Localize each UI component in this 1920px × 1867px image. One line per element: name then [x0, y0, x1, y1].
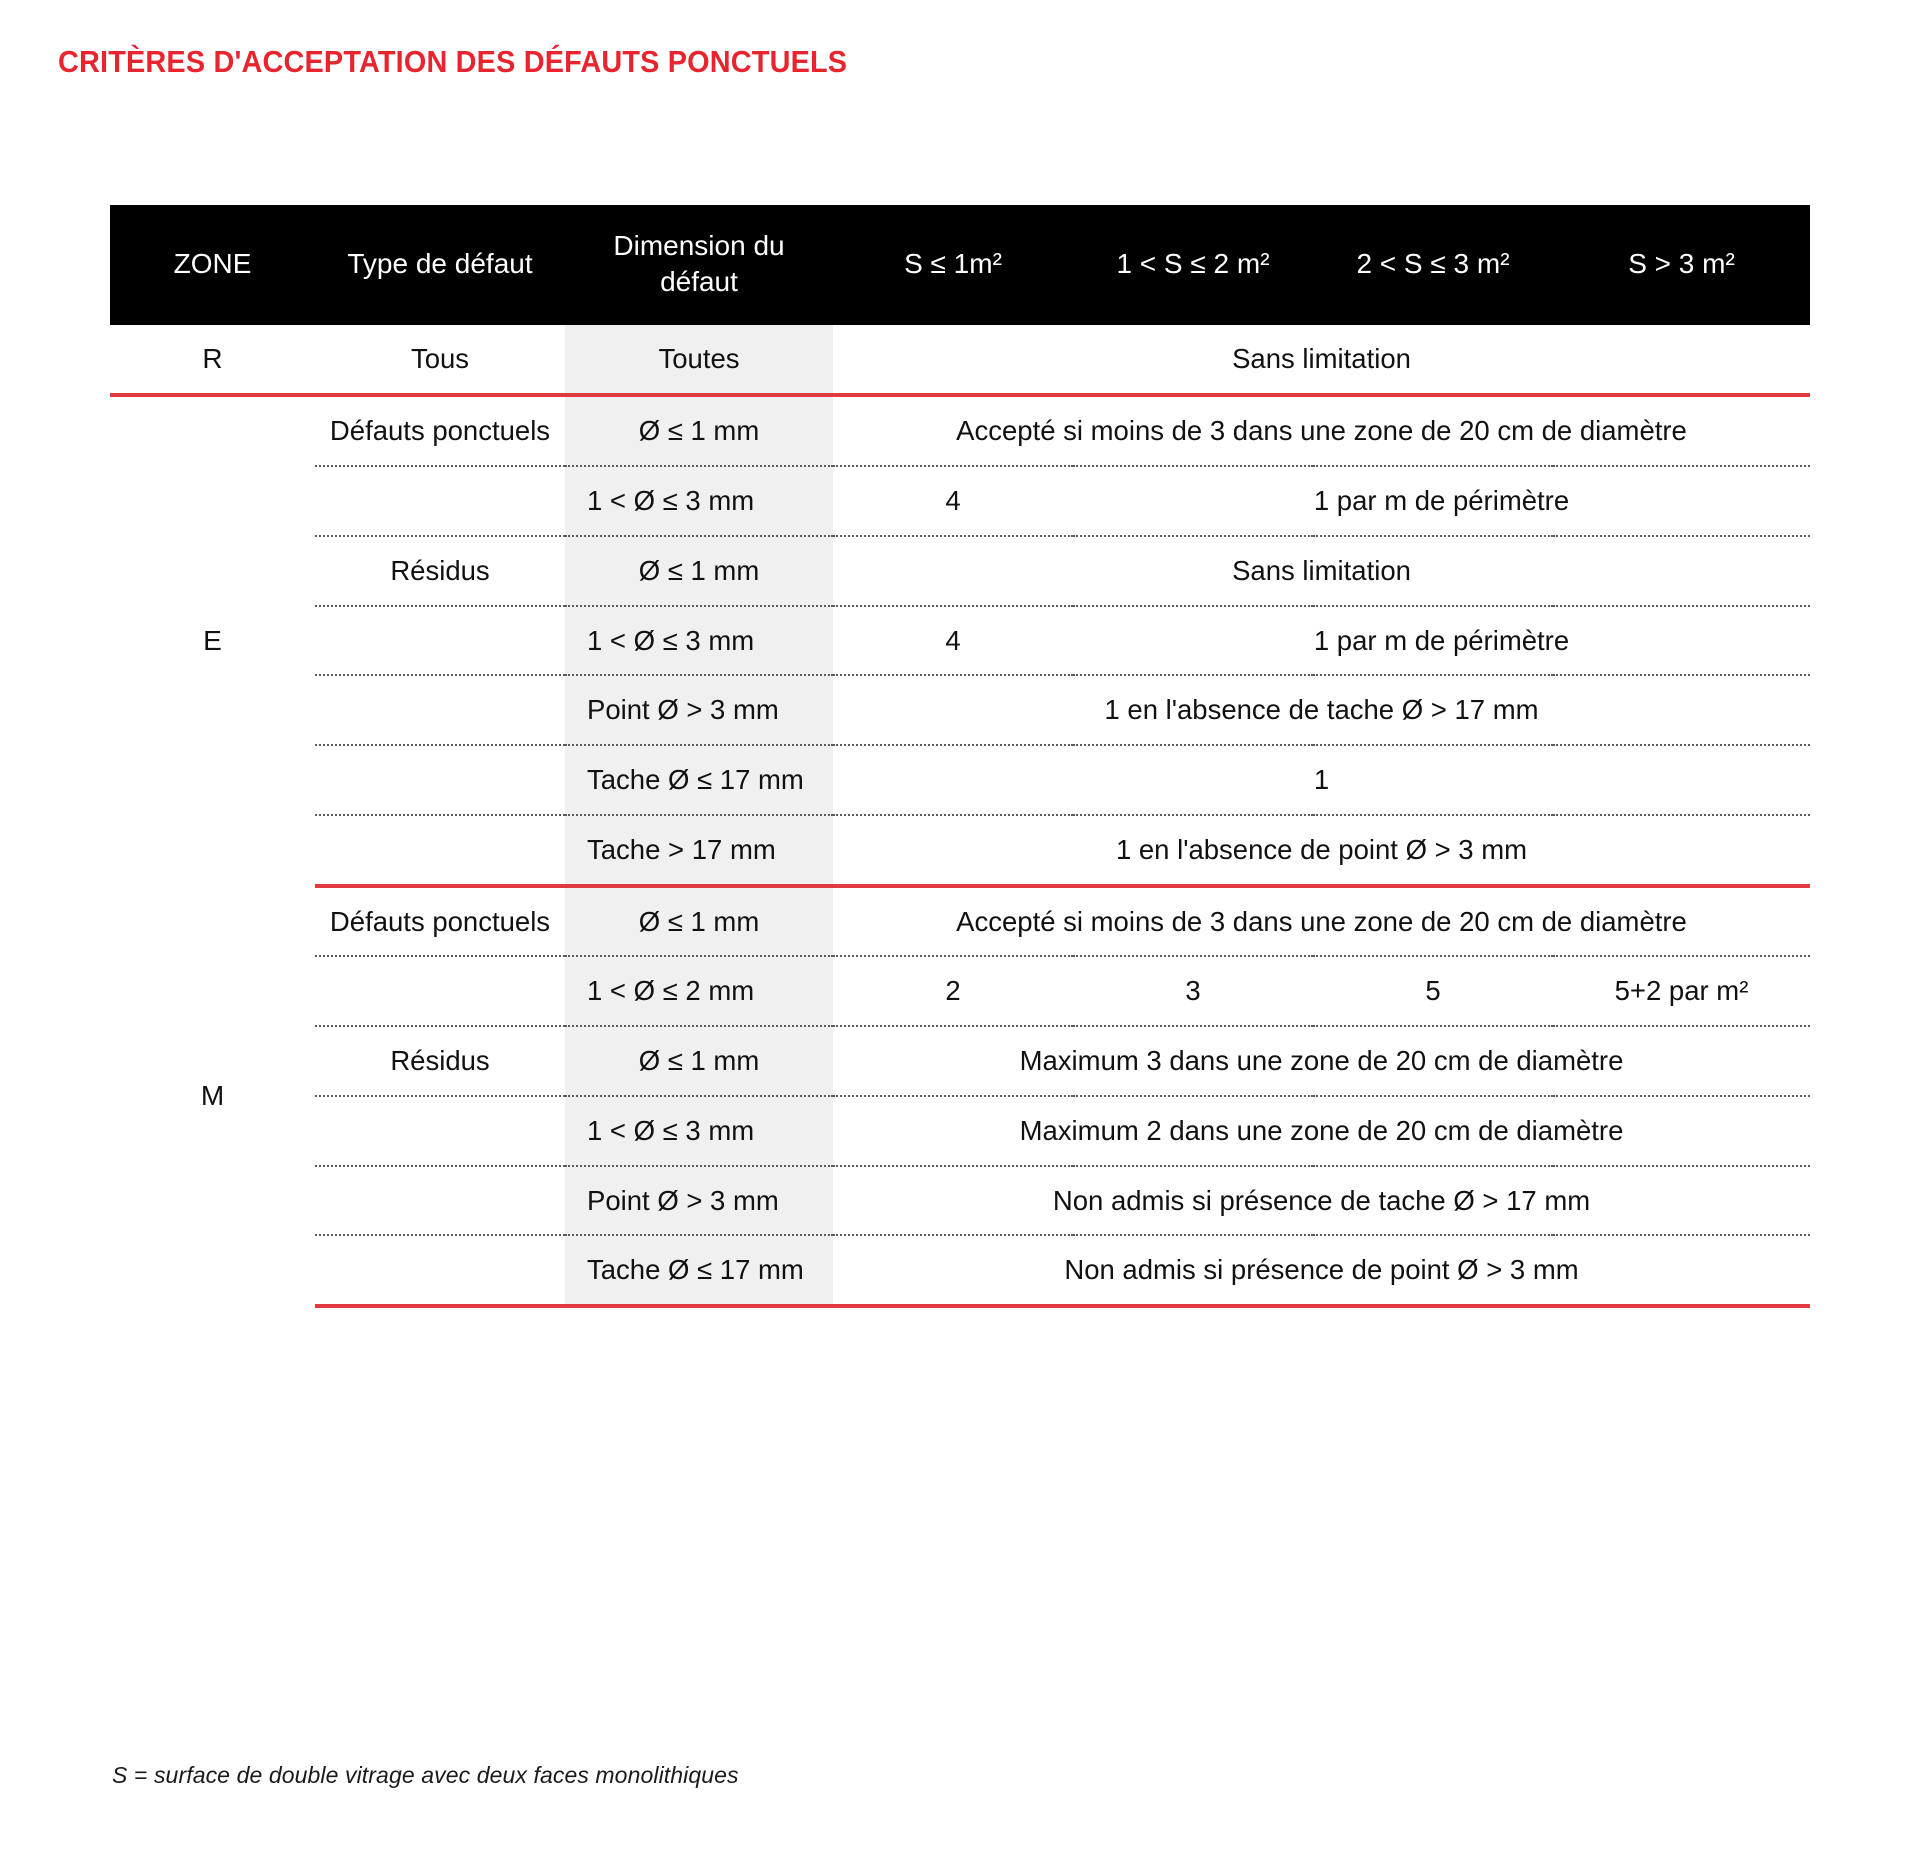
dimension-cell: Point Ø > 3 mm — [565, 1166, 833, 1236]
value-cell: Maximum 2 dans une zone de 20 cm de diamètre — [833, 1096, 1810, 1166]
acceptance-criteria-table — [110, 205, 1810, 1308]
dimension-cell: 1 < Ø ≤ 3 mm — [565, 606, 833, 676]
dimension-cell: 1 < Ø ≤ 2 mm — [565, 956, 833, 1026]
type-cell — [315, 675, 565, 745]
table-row — [110, 675, 1810, 745]
page-title: CRITÈRES D'ACCEPTATION DES DÉFAUTS PONCTUELS — [58, 44, 848, 79]
table-row — [110, 1166, 1810, 1236]
value-cell-s2: 3 — [1073, 956, 1313, 1026]
type-cell: Résidus — [315, 536, 565, 606]
type-cell: Défauts ponctuels — [315, 395, 565, 466]
dimension-cell: Ø ≤ 1 mm — [565, 886, 833, 957]
column-header-zone: ZONE — [110, 205, 315, 325]
table-row — [110, 1235, 1810, 1306]
table-row — [110, 395, 1810, 466]
column-header-s3: 2 < S ≤ 3 m² — [1313, 205, 1553, 325]
table-row — [110, 745, 1810, 815]
dimension-cell: Ø ≤ 1 mm — [565, 395, 833, 466]
value-cell: 1 — [833, 745, 1810, 815]
value-cell: Sans limitation — [833, 325, 1810, 395]
value-cell: Accepté si moins de 3 dans une zone de 20 cm de diamètre — [833, 886, 1810, 957]
header-row — [110, 205, 1810, 325]
type-cell — [315, 1235, 565, 1306]
table-header — [110, 205, 1810, 325]
table-row — [110, 956, 1810, 1026]
type-cell — [315, 466, 565, 536]
value-cell: Non admis si présence de tache Ø > 17 mm — [833, 1166, 1810, 1236]
table-row — [110, 1026, 1810, 1096]
value-cell-s1: 2 — [833, 956, 1073, 1026]
value-cell: 1 en l'absence de tache Ø > 17 mm — [833, 675, 1810, 745]
value-cell: Maximum 3 dans une zone de 20 cm de diamètre — [833, 1026, 1810, 1096]
column-header-s1: S ≤ 1m² — [833, 205, 1073, 325]
dimension-cell: 1 < Ø ≤ 3 mm — [565, 1096, 833, 1166]
type-cell: Défauts ponctuels — [315, 886, 565, 957]
dimension-cell: Ø ≤ 1 mm — [565, 536, 833, 606]
value-cell-s4: 5+2 par m² — [1553, 956, 1810, 1026]
value-cell: 1 en l'absence de point Ø > 3 mm — [833, 815, 1810, 886]
value-cell: Sans limitation — [833, 536, 1810, 606]
type-cell — [315, 1096, 565, 1166]
dimension-cell: Ø ≤ 1 mm — [565, 1026, 833, 1096]
column-header-s2: 1 < S ≤ 2 m² — [1073, 205, 1313, 325]
zone-cell-r: R — [110, 325, 315, 395]
value-cell-rest: 1 par m de périmètre — [1073, 466, 1810, 536]
value-cell-s1: 4 — [833, 606, 1073, 676]
dimension-cell: Tache Ø ≤ 17 mm — [565, 1235, 833, 1306]
dimension-cell: Point Ø > 3 mm — [565, 675, 833, 745]
value-cell: Non admis si présence de point Ø > 3 mm — [833, 1235, 1810, 1306]
table-row — [110, 325, 1810, 395]
column-header-type: Type de défaut — [315, 205, 565, 325]
column-header-s4: S > 3 m² — [1553, 205, 1810, 325]
type-cell — [315, 815, 565, 886]
type-cell: Tous — [315, 325, 565, 395]
type-cell — [315, 956, 565, 1026]
dimension-cell: Toutes — [565, 325, 833, 395]
type-cell: Résidus — [315, 1026, 565, 1096]
zone-cell-e: E — [110, 395, 315, 885]
value-cell-rest: 1 par m de périmètre — [1073, 606, 1810, 676]
table-body — [110, 325, 1810, 1306]
table-row — [110, 886, 1810, 957]
value-cell-s1: 4 — [833, 466, 1073, 536]
type-cell — [315, 745, 565, 815]
type-cell — [315, 606, 565, 676]
dimension-cell: Tache Ø ≤ 17 mm — [565, 745, 833, 815]
value-cell: Accepté si moins de 3 dans une zone de 20 cm de diamètre — [833, 395, 1810, 466]
dimension-cell: Tache > 17 mm — [565, 815, 833, 886]
acceptance-criteria-table-wrapper — [110, 205, 1810, 1308]
table-row — [110, 536, 1810, 606]
table-row — [110, 466, 1810, 536]
table-row — [110, 606, 1810, 676]
table-row — [110, 815, 1810, 886]
column-header-dimension: Dimension du défaut — [565, 205, 833, 325]
table-row — [110, 1096, 1810, 1166]
zone-cell-m: M — [110, 886, 315, 1307]
table-footnote: S = surface de double vitrage avec deux faces monolithiques — [112, 1762, 739, 1788]
value-cell-s3: 5 — [1313, 956, 1553, 1026]
type-cell — [315, 1166, 565, 1236]
dimension-cell: 1 < Ø ≤ 3 mm — [565, 466, 833, 536]
